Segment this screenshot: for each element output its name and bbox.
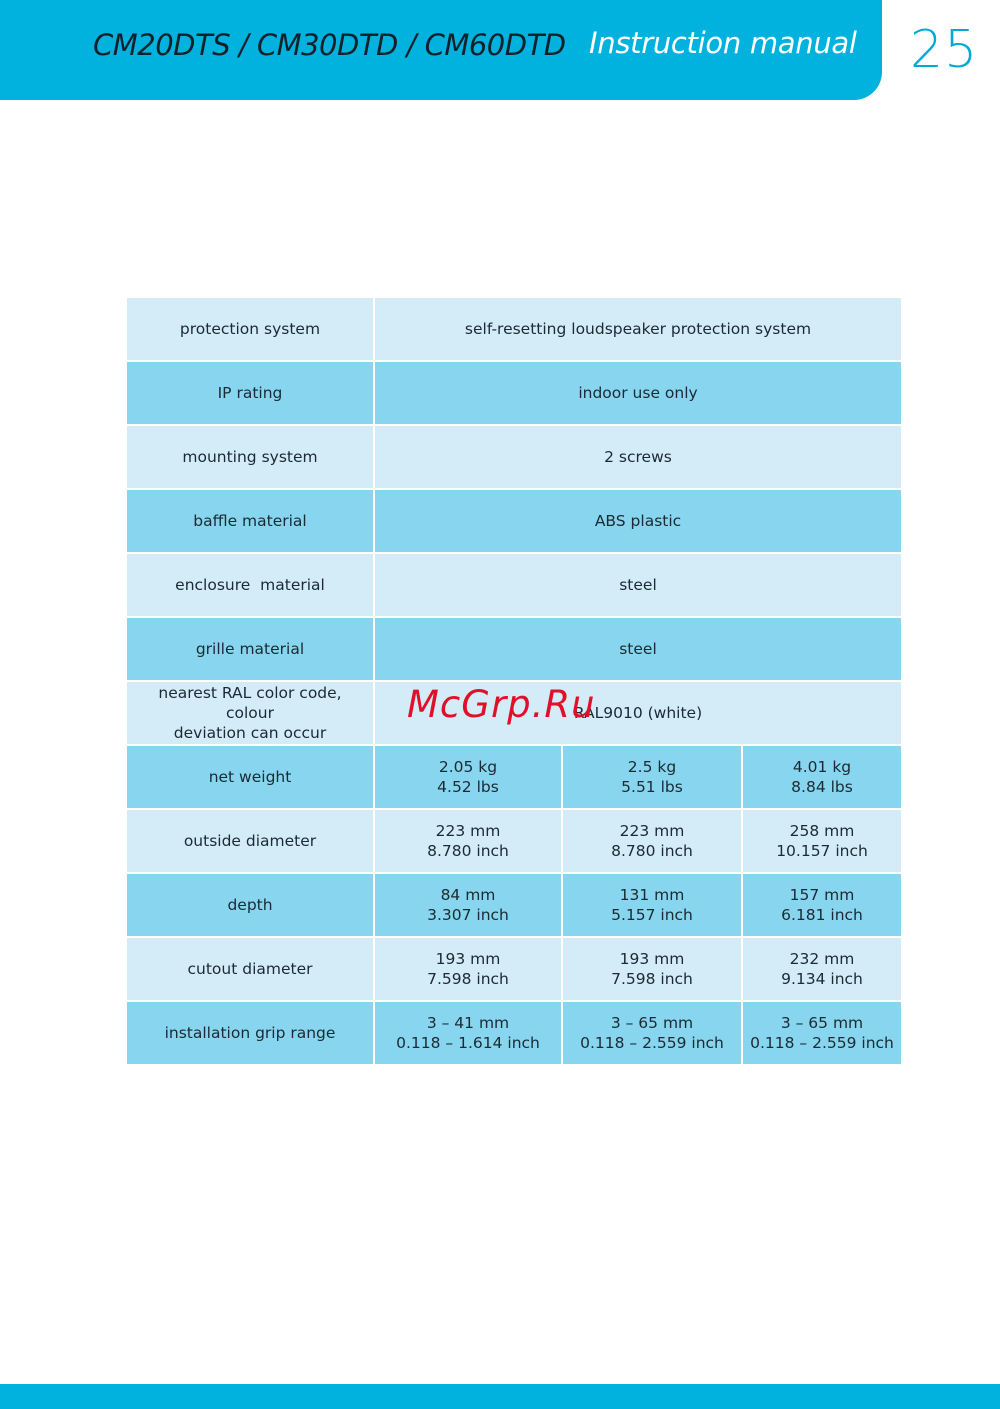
value-metric: 3 – 65 mm [610,1014,694,1032]
spec-label: IP rating [126,361,374,425]
spec-label: enclosure material [126,553,374,617]
table-row [126,425,902,489]
value-imperial: 0.118 – 1.614 inch [396,1034,540,1052]
spec-label: mounting system [126,425,374,489]
spec-value: 2 screws [374,425,902,489]
table-row [126,745,902,809]
spec-value: steel [374,617,902,681]
spec-value: RAL9010 (white) [374,681,902,745]
spec-value-cm20 [374,745,562,809]
spec-value-cm20 [374,937,562,1001]
value-metric: 223 mm [435,822,501,840]
value-imperial: 8.84 lbs [791,778,853,796]
spec-value-cm20 [374,1001,562,1065]
value-imperial: 8.780 inch [611,842,693,860]
spec-label: net weight [126,745,374,809]
spec-value-cm20 [374,809,562,873]
value-imperial: 8.780 inch [427,842,509,860]
value-imperial: 10.157 inch [776,842,868,860]
page-number: 25 [910,20,979,80]
spec-label: depth [126,873,374,937]
table-row [126,361,902,425]
spec-value-cm60 [742,809,902,873]
table-row [126,297,902,361]
spec-value-cm60 [742,1001,902,1065]
value-imperial: 9.134 inch [781,970,863,988]
value-metric: 223 mm [619,822,685,840]
value-metric: 131 mm [619,886,685,904]
value-metric: 84 mm [440,886,496,904]
table-row [126,553,902,617]
value-imperial: 0.118 – 2.559 inch [750,1034,894,1052]
value-metric: 2.05 kg [438,758,498,776]
table-row [126,873,902,937]
value-imperial: 7.598 inch [427,970,509,988]
spec-label [126,681,374,745]
spec-value-cm30 [562,1001,742,1065]
spec-value-cm30 [562,873,742,937]
table-row [126,937,902,1001]
model-names: CM20DTS / CM30DTD / CM60DTD [93,28,566,62]
specifications-table [125,296,903,1066]
spec-label: installation grip range [126,1001,374,1065]
spec-value: indoor use only [374,361,902,425]
spec-label: grille material [126,617,374,681]
spec-value-cm30 [562,937,742,1001]
document-title: Instruction manual [589,26,857,60]
spec-value-cm30 [562,745,742,809]
value-imperial: 7.598 inch [611,970,693,988]
spec-label-line: nearest RAL color code, colour [158,684,342,722]
value-metric: 4.01 kg [792,758,852,776]
table-row [126,809,902,873]
spec-value-cm60 [742,873,902,937]
value-metric: 232 mm [789,950,855,968]
table-row [126,1001,902,1065]
footer-bar [0,1384,1000,1409]
header-bar [0,0,882,100]
value-metric: 157 mm [789,886,855,904]
value-imperial: 5.51 lbs [621,778,683,796]
value-imperial: 5.157 inch [611,906,693,924]
spec-label: baffle material [126,489,374,553]
value-imperial: 0.118 – 2.559 inch [580,1034,724,1052]
value-metric: 193 mm [435,950,501,968]
table-row [126,489,902,553]
spec-label: cutout diameter [126,937,374,1001]
watermark-text: McGrp.Ru [407,683,596,726]
spec-value: ABS plastic [374,489,902,553]
spec-label-line: deviation can occur [173,724,327,742]
spec-value-cm30 [562,809,742,873]
spec-label: protection system [126,297,374,361]
spec-value: steel [374,553,902,617]
spec-label: outside diameter [126,809,374,873]
spec-value-cm60 [742,937,902,1001]
value-metric: 3 – 41 mm [426,1014,510,1032]
spec-value: self-resetting loudspeaker protection system [374,297,902,361]
value-imperial: 6.181 inch [781,906,863,924]
spec-value-cm20 [374,873,562,937]
value-metric: 2.5 kg [627,758,677,776]
value-metric: 193 mm [619,950,685,968]
table-row [126,617,902,681]
value-imperial: 4.52 lbs [437,778,499,796]
value-metric: 3 – 65 mm [780,1014,864,1032]
spec-value-cm60 [742,745,902,809]
value-metric: 258 mm [789,822,855,840]
value-imperial: 3.307 inch [427,906,509,924]
